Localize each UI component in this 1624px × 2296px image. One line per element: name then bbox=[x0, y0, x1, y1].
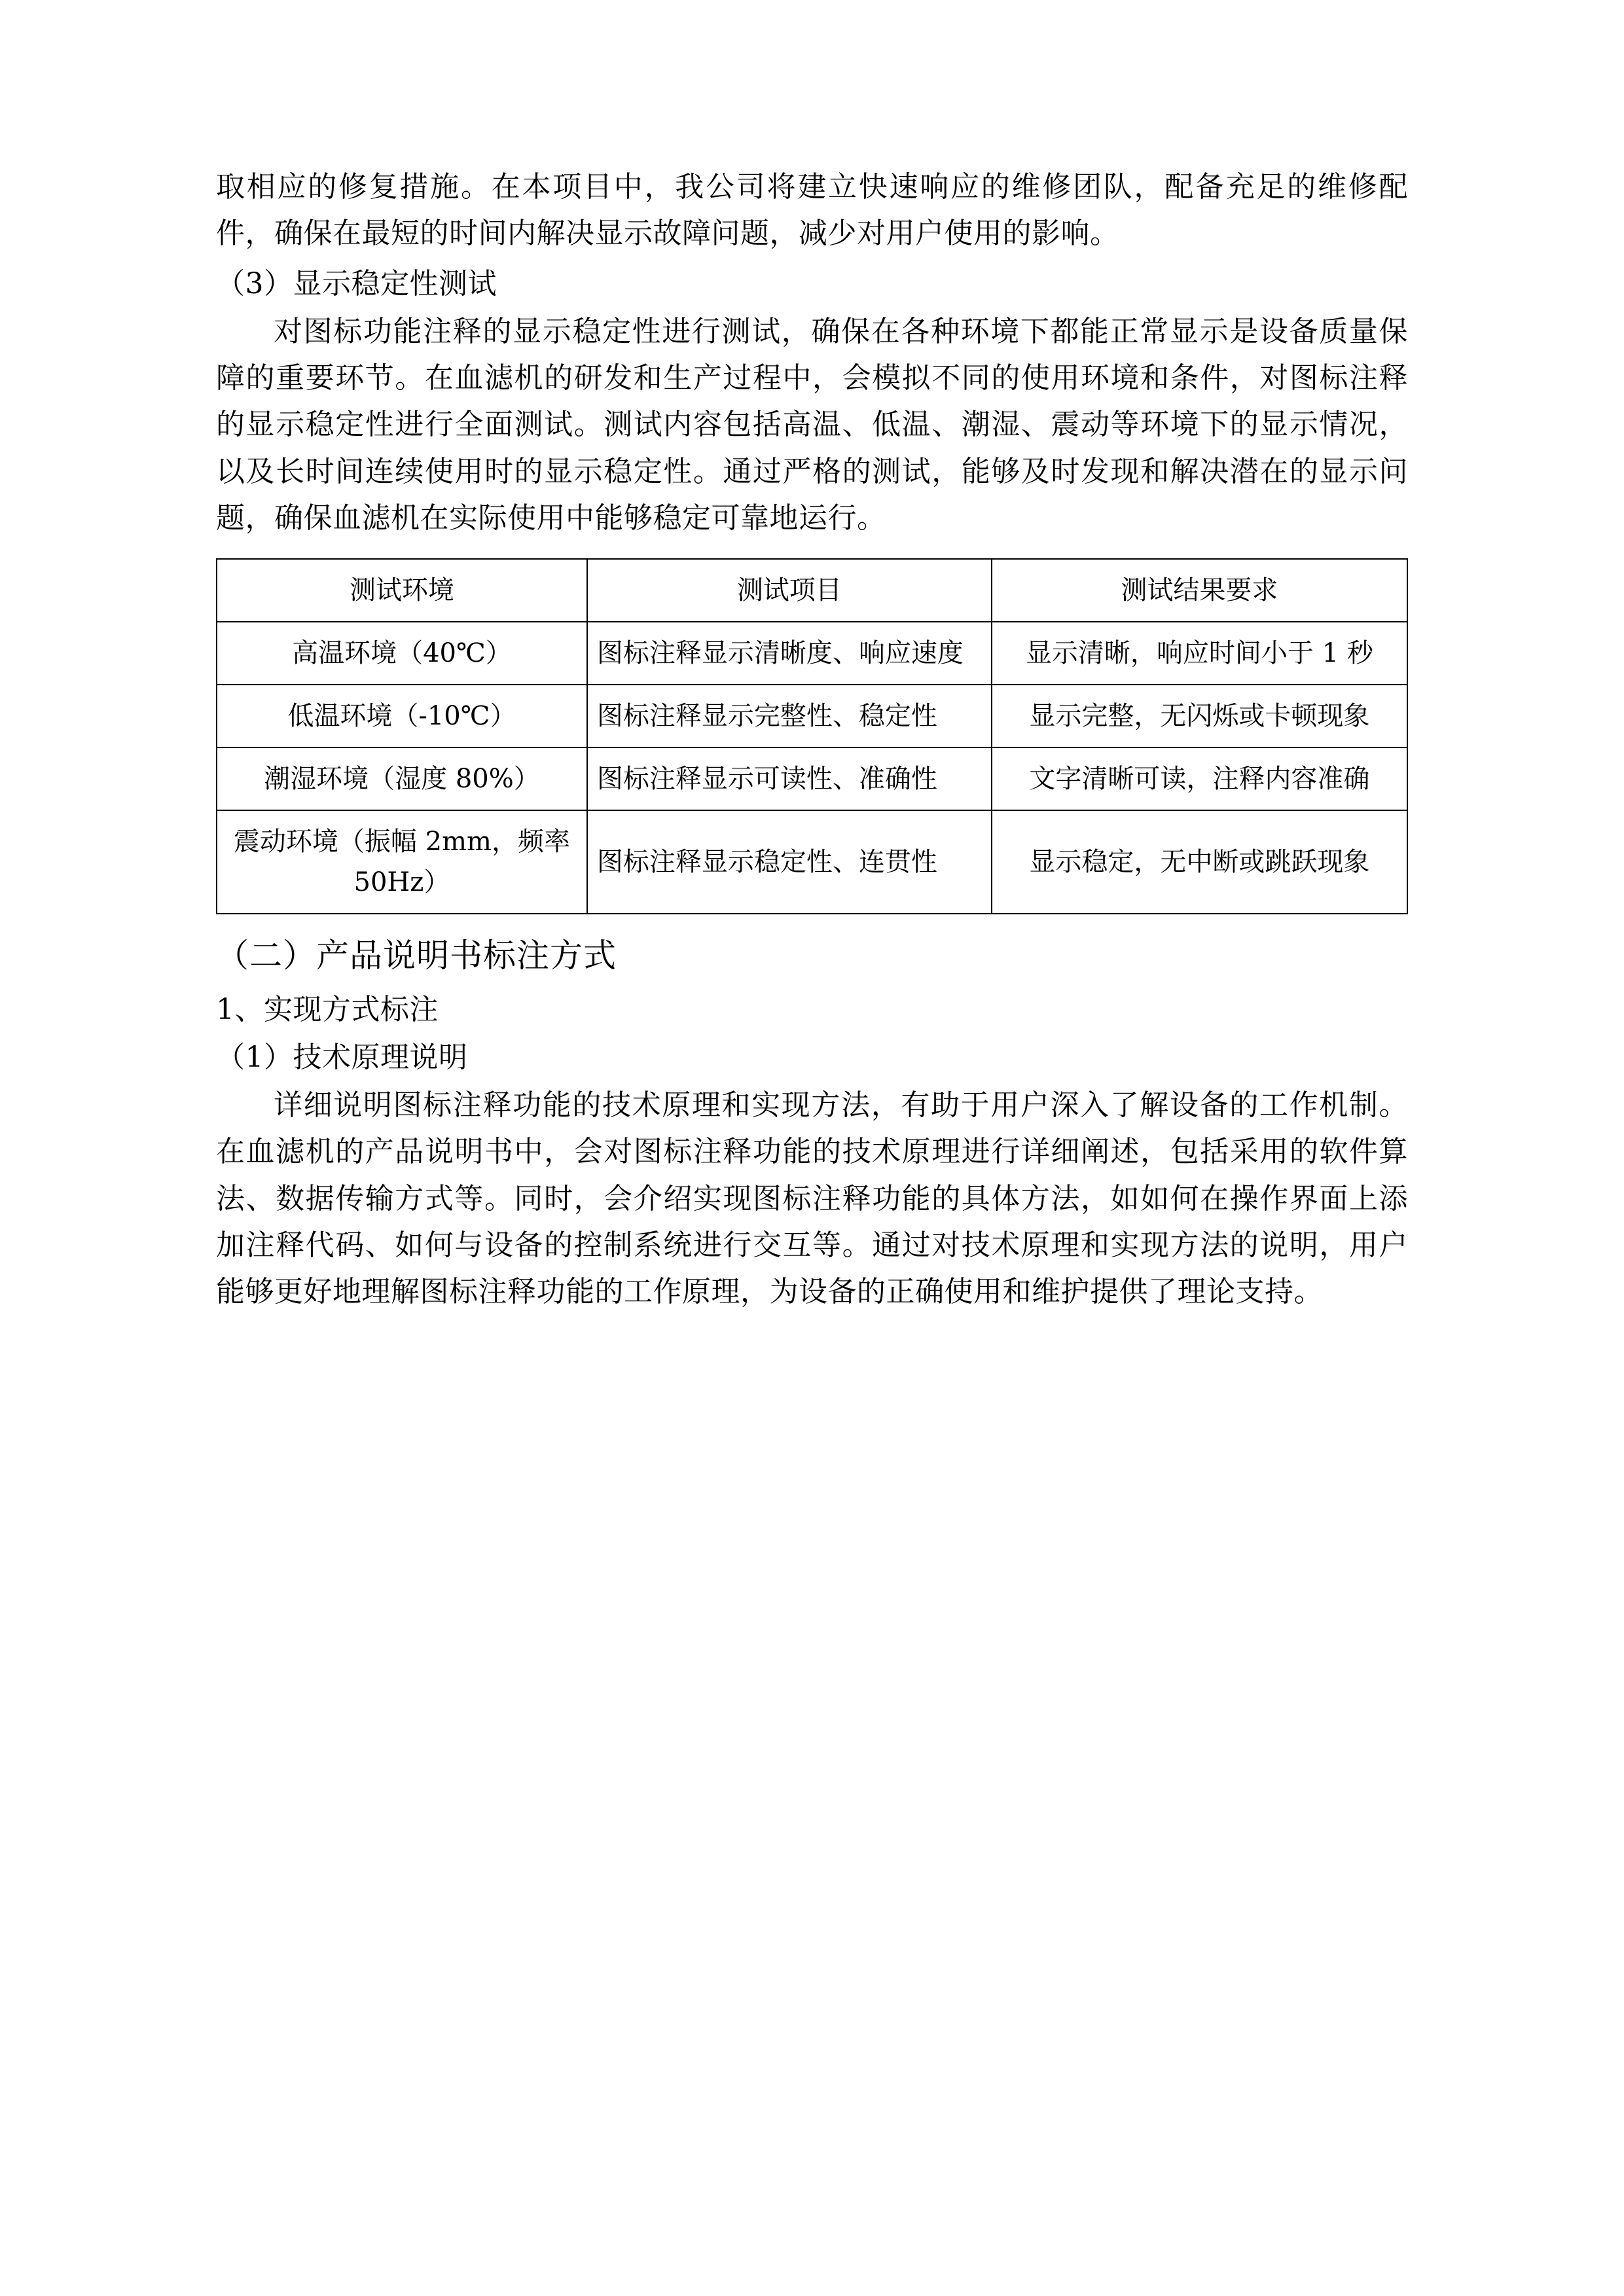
cell-result: 显示稳定，无中断或跳跃现象 bbox=[992, 810, 1407, 914]
table-header-row bbox=[217, 559, 1407, 622]
table-header-result: 测试结果要求 bbox=[992, 559, 1407, 622]
table-row bbox=[217, 685, 1407, 747]
cell-item: 图标注释显示稳定性、连贯性 bbox=[587, 810, 992, 914]
heading-item-one: 1、实现方式标注 bbox=[216, 993, 439, 1027]
cell-item: 图标注释显示完整性、稳定性 bbox=[587, 685, 992, 747]
cell-result: 显示清晰，响应时间小于 1 秒 bbox=[992, 622, 1407, 685]
paragraph-display-stability-description: 对图标功能注释的显示稳定性进行测试，确保在各种环境下都能正常显示是设备质量保障的重要环节。在血滤机的研发和生产过程中，会模拟不同的使用环境和条件，对图标注释的显示稳定性进行全面测试。测试内容包括高温、低温、潮湿、震动等环境下的显示情况，以及长时间连续使用时的显示稳定性。通过严格的测试，能够及时发现和解决潜在的显示问题，确保血滤机在实际使用中能够稳定可靠地运行。 bbox=[216, 314, 1408, 535]
cell-result: 显示完整，无闪烁或卡顿现象 bbox=[992, 685, 1407, 747]
heading-technical-principle: （1）技术原理说明 bbox=[216, 1040, 468, 1074]
paragraph-technical-principle-description: 详细说明图标注释功能的技术原理和实现方法，有助于用户深入了解设备的工作机制。在血滤机的产品说明书中，会对图标注释功能的技术原理进行详细阐述，包括采用的软件算法、数据传输方式等。同时，会介绍实现图标注释功能的具体方法，如如何在操作界面上添加注释代码、如何与设备的控制系统进行交互等。通过对技术原理和实现方法的说明，用户能够更好地理解图标注释功能的工作原理，为设备的正确使用和维护提供了理论支持。 bbox=[216, 1088, 1408, 1309]
heading-section-two: （二）产品说明书标注方式 bbox=[216, 937, 617, 975]
cell-item: 图标注释显示清晰度、响应速度 bbox=[587, 622, 992, 685]
heading-display-stability-test: （3）显示稳定性测试 bbox=[216, 266, 497, 300]
cell-item: 图标注释显示可读性、准确性 bbox=[587, 747, 992, 810]
table-header-environment: 测试环境 bbox=[217, 559, 587, 622]
test-environment-table bbox=[216, 558, 1408, 914]
cell-result: 文字清晰可读，注释内容准确 bbox=[992, 747, 1407, 810]
paragraph-maintenance: 取相应的修复措施。在本项目中，我公司将建立快速响应的维修团队，配备充足的维修配件，确保在最短的时间内解决显示故障问题，减少对用户使用的影响。 bbox=[216, 170, 1408, 251]
table-header-item: 测试项目 bbox=[587, 559, 992, 622]
cell-environment: 低温环境（-10℃） bbox=[217, 685, 587, 747]
table-row bbox=[217, 622, 1407, 685]
table-row bbox=[217, 810, 1407, 914]
cell-environment: 震动环境（振幅 2mm，频率 50Hz） bbox=[217, 810, 587, 914]
cell-environment: 潮湿环境（湿度 80%） bbox=[217, 747, 587, 810]
table-row bbox=[217, 747, 1407, 810]
cell-environment: 高温环境（40℃） bbox=[217, 622, 587, 685]
